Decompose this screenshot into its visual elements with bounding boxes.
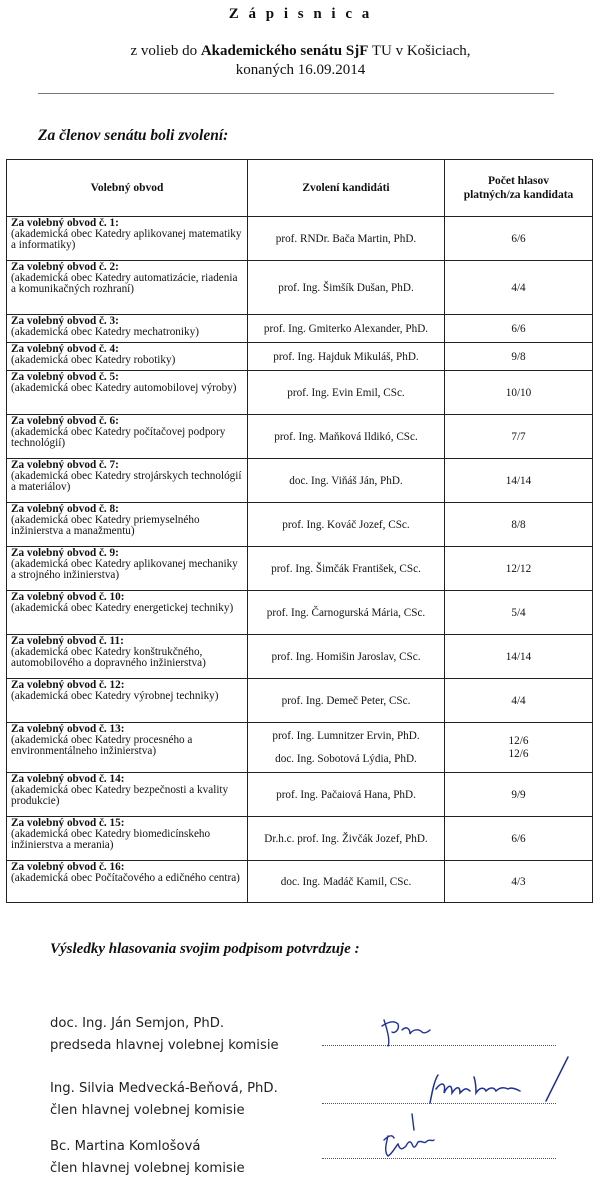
candidate-cell	[248, 591, 445, 635]
district-number: Za volebný obvod č. 4:	[11, 343, 119, 355]
candidate-name: doc. Ing. Sobotová Lýdia, PhD.	[275, 752, 417, 765]
vote-count: 5/4	[511, 606, 526, 619]
table-row	[7, 679, 593, 723]
election-date: konaných 16.09.2014	[235, 62, 366, 78]
vote-count: 9/9	[511, 788, 526, 801]
district-cell	[7, 371, 248, 415]
signatory-1	[50, 1013, 279, 1057]
vote-count-cell	[445, 371, 593, 415]
district-description: (akademická obec Katedry mechatroniky)	[11, 326, 199, 339]
vote-count: 14/14	[505, 650, 532, 663]
signatory-role: predseda hlavnej volebnej komisie	[50, 1038, 279, 1053]
table-row	[7, 723, 593, 773]
district-number: Za volebný obvod č. 13:	[11, 723, 125, 735]
district-description: (akademická obec Katedry robotiky)	[11, 354, 176, 367]
candidate-name: prof. Ing. Pačaiová Hana, PhD.	[276, 788, 416, 801]
vote-count: 12/12	[505, 562, 532, 575]
district-cell	[7, 861, 248, 903]
district-description: (akademická obec Katedry automobilovej výroby)	[11, 382, 237, 395]
candidate-cell	[248, 371, 445, 415]
table-row	[7, 773, 593, 817]
candidate-name: prof. Ing. Evin Emil, CSc.	[287, 386, 405, 399]
candidate-cell	[248, 503, 445, 547]
document-subtitle	[0, 42, 601, 80]
column-header-district: Volebný obvod	[7, 160, 248, 217]
signatory-3	[50, 1136, 245, 1180]
district-number: Za volebný obvod č. 16:	[11, 861, 125, 873]
district-cell	[7, 261, 248, 315]
vote-count-cell	[445, 591, 593, 635]
district-description: (akademická obec Katedry aplikovanej matematiky a informatiky)	[11, 228, 242, 252]
district-number: Za volebný obvod č. 15:	[11, 817, 125, 829]
district-number: Za volebný obvod č. 5:	[11, 371, 119, 383]
candidate-name: prof. Ing. Lumnitzer Ervin, PhD.	[272, 729, 420, 742]
vote-count-cell	[445, 679, 593, 723]
district-description: (akademická obec Katedry aplikovanej mechaniky a strojného inžinierstva)	[11, 558, 238, 582]
table-row	[7, 547, 593, 591]
candidate-name: prof. Ing. Hajduk Mikuláš, PhD.	[273, 350, 419, 363]
candidate-name: prof. Ing. Maňková Ildikó, CSc.	[274, 430, 418, 443]
vote-count: 12/6	[508, 747, 529, 760]
district-cell	[7, 503, 248, 547]
subtitle-bold: Akademického senátu SjF	[200, 43, 369, 59]
candidate-cell	[248, 415, 445, 459]
table-row	[7, 503, 593, 547]
table-header-row	[7, 160, 593, 217]
column-header-candidates: Zvolení kandidáti	[248, 160, 445, 217]
vote-count-cell	[445, 773, 593, 817]
signature-3	[372, 1110, 452, 1160]
signature-1	[376, 1012, 436, 1050]
table-row	[7, 371, 593, 415]
candidate-name: Dr.h.c. prof. Ing. Živčák Jozef, PhD.	[264, 832, 428, 845]
vote-count-cell	[445, 547, 593, 591]
district-number: Za volebný obvod č. 14:	[11, 773, 125, 785]
district-cell	[7, 817, 248, 861]
district-description: (akademická obec Katedry biomedicínskeho inžinierstva a merania)	[11, 828, 211, 852]
district-cell	[7, 315, 248, 343]
district-description: (akademická obec Katedry počítačovej podpory technológií)	[11, 426, 226, 450]
signatory-role: člen hlavnej volebnej komisie	[50, 1161, 245, 1176]
candidate-name: prof. Ing. Demeč Peter, CSc.	[281, 694, 411, 707]
vote-count: 9/8	[511, 350, 526, 363]
candidate-cell	[248, 635, 445, 679]
vote-count-cell	[445, 503, 593, 547]
table-row	[7, 415, 593, 459]
district-description: (akademická obec Katedry automatizácie, riadenia a komunikačných rozhraní)	[11, 272, 238, 296]
district-cell	[7, 343, 248, 371]
signatory-name: Ing. Silvia Medvecká-Beňová, PhD.	[50, 1081, 278, 1096]
district-number: Za volebný obvod č. 9:	[11, 547, 119, 559]
vote-count: 8/8	[511, 518, 526, 531]
signature-line	[322, 1045, 556, 1046]
district-number: Za volebný obvod č. 8:	[11, 503, 119, 515]
confirmation-heading: Výsledky hlasovania svojim podpisom potvrdzuje :	[50, 941, 360, 957]
district-cell	[7, 591, 248, 635]
vote-count-cell	[445, 261, 593, 315]
candidate-cell	[248, 315, 445, 343]
district-description: (akademická obec Katedry energetickej techniky)	[11, 602, 234, 615]
results-table	[6, 159, 593, 903]
vote-count-cell	[445, 459, 593, 503]
header-divider	[38, 93, 554, 94]
vote-count-cell	[445, 861, 593, 903]
district-description: (akademická obec Katedry výrobnej techniky)	[11, 690, 219, 703]
candidate-cell	[248, 459, 445, 503]
candidate-cell	[248, 817, 445, 861]
vote-count-cell	[445, 817, 593, 861]
signatory-name: doc. Ing. Ján Semjon, PhD.	[50, 1016, 225, 1031]
table-row	[7, 343, 593, 371]
district-cell	[7, 723, 248, 773]
candidate-name: prof. RNDr. Bača Martin, PhD.	[275, 232, 417, 245]
vote-count-cell	[445, 635, 593, 679]
candidate-name: prof. Ing. Šimšík Dušan, PhD.	[278, 281, 414, 294]
table-row	[7, 261, 593, 315]
document-title: Z á p i s n i c a	[228, 6, 373, 22]
vote-count-cell	[445, 217, 593, 261]
district-number: Za volebný obvod č. 6:	[11, 415, 119, 427]
district-number: Za volebný obvod č. 3:	[11, 315, 119, 327]
district-description: (akademická obec Katedry strojárskych technológií a materiálov)	[11, 470, 242, 494]
district-cell	[7, 547, 248, 591]
table-row	[7, 315, 593, 343]
table-row	[7, 635, 593, 679]
vote-count-cell	[445, 415, 593, 459]
signatory-role: člen hlavnej volebnej komisie	[50, 1103, 245, 1118]
district-description: (akademická obec Katedry bezpečnosti a kvality produkcie)	[11, 784, 229, 808]
candidate-name: prof. Ing. Šimčák František, CSc.	[271, 562, 421, 575]
candidate-cell	[248, 343, 445, 371]
district-number: Za volebný obvod č. 7:	[11, 459, 119, 471]
district-number: Za volebný obvod č. 2:	[11, 261, 119, 273]
district-number: Za volebný obvod č. 12:	[11, 679, 125, 691]
subtitle-prefix: z volieb do	[130, 43, 201, 59]
candidate-cell	[248, 773, 445, 817]
vote-count: 12/6	[508, 734, 529, 747]
candidate-cell	[248, 679, 445, 723]
candidate-cell	[248, 261, 445, 315]
district-cell	[7, 635, 248, 679]
vote-count: 4/3	[511, 875, 526, 888]
table-row	[7, 591, 593, 635]
district-cell	[7, 217, 248, 261]
candidate-name: prof. Ing. Gmiterko Alexander, PhD.	[263, 322, 429, 335]
vote-count: 6/6	[511, 322, 526, 335]
vote-count-cell	[445, 315, 593, 343]
candidate-cell	[248, 723, 445, 773]
vote-count-cell	[445, 343, 593, 371]
signatory-2	[50, 1078, 278, 1122]
vote-count-cell	[445, 723, 593, 773]
district-cell	[7, 415, 248, 459]
district-cell	[7, 773, 248, 817]
district-cell	[7, 679, 248, 723]
table-row	[7, 459, 593, 503]
district-description: (akademická obec Katedry priemyselného inžinierstva a manažmentu)	[11, 514, 200, 538]
candidate-name: doc. Ing. Madáč Kamil, CSc.	[280, 875, 412, 888]
district-number: Za volebný obvod č. 1:	[11, 217, 119, 229]
district-description: (akademická obec Katedry konštrukčného, automobilového a dopravného inžinierstva)	[11, 646, 206, 670]
candidate-name: prof. Ing. Homišin Jaroslav, CSc.	[271, 650, 421, 663]
column-header-votes: Počet hlasov platných/za kandidata	[445, 160, 593, 217]
vote-count: 6/6	[511, 832, 526, 845]
district-description: (akademická obec Počítačového a edičného centra)	[11, 872, 240, 885]
candidate-name: prof. Ing. Čarnogurská Mária, CSc.	[266, 606, 426, 619]
candidate-cell	[248, 547, 445, 591]
vote-count: 6/6	[511, 232, 526, 245]
table-row	[7, 861, 593, 903]
district-cell	[7, 459, 248, 503]
vote-count: 7/7	[511, 430, 526, 443]
vote-count: 14/14	[505, 474, 532, 487]
district-description: (akademická obec Katedry procesného a environmentálneho inžinierstva)	[11, 734, 193, 758]
subtitle-suffix: TU v Košiciach,	[368, 43, 471, 59]
section-heading: Za členov senátu boli zvolení:	[38, 127, 229, 144]
vote-count: 4/4	[511, 281, 526, 294]
table-row	[7, 817, 593, 861]
district-number: Za volebný obvod č. 11:	[11, 635, 124, 647]
candidate-cell	[248, 217, 445, 261]
table-row	[7, 217, 593, 261]
signature-2	[426, 1053, 576, 1108]
candidate-name: doc. Ing. Viňáš Ján, PhD.	[289, 474, 403, 487]
district-number: Za volebný obvod č. 10:	[11, 591, 125, 603]
vote-count: 4/4	[511, 694, 526, 707]
signatory-name: Bc. Martina Komlošová	[50, 1139, 201, 1154]
vote-count: 10/10	[505, 386, 532, 399]
candidate-name: prof. Ing. Kováč Jozef, CSc.	[282, 518, 410, 531]
candidate-cell	[248, 861, 445, 903]
